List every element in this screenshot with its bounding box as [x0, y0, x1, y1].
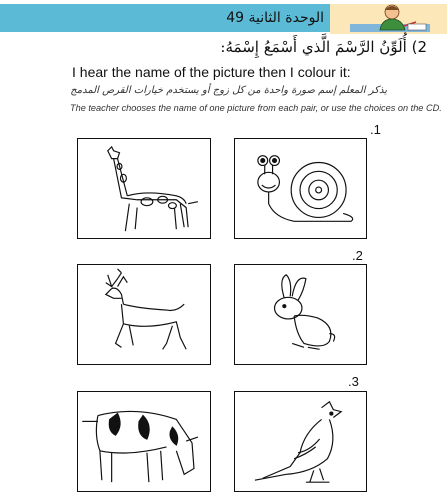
picture-box-deer[interactable]: [77, 264, 211, 365]
bird-icon: [235, 392, 366, 491]
item-number: .3: [348, 374, 359, 389]
teacher-note-english: The teacher chooses the name of one picture from each pair, or use the choices on the CD.: [70, 103, 442, 113]
unit-title: الوحدة الثانية 49: [226, 10, 324, 26]
activity-instruction-english: I hear the name of the picture then I colour it:: [72, 64, 351, 80]
teacher-note-arabic: يذكر المعلم إسم صورة واحدة من كل زوج أو يستخدم خيارات القرص المدمج: [70, 85, 387, 96]
picture-box-giraffe[interactable]: [77, 138, 211, 239]
picture-box-bird[interactable]: [234, 391, 367, 492]
activity-title-arabic: أُلَوِّنُ الرَّسْمَ الَّذي أَسْمَعُ إِسْمَهُ:: [220, 38, 407, 56]
snail-icon: [235, 139, 366, 238]
rabbit-icon: [235, 265, 366, 364]
giraffe-icon: [78, 139, 210, 238]
item-number: .2: [352, 248, 363, 263]
activity-title: [220, 38, 427, 56]
picture-box-rabbit[interactable]: [234, 264, 367, 365]
picture-box-cow[interactable]: [77, 391, 211, 492]
deer-icon: [78, 265, 210, 364]
student-writing-icon: [330, 2, 447, 34]
item-number: .1: [370, 122, 381, 137]
unit-header-bar: [0, 4, 330, 32]
picture-box-snail[interactable]: [234, 138, 367, 239]
cow-icon: [78, 392, 210, 491]
activity-number: 2): [411, 38, 427, 56]
